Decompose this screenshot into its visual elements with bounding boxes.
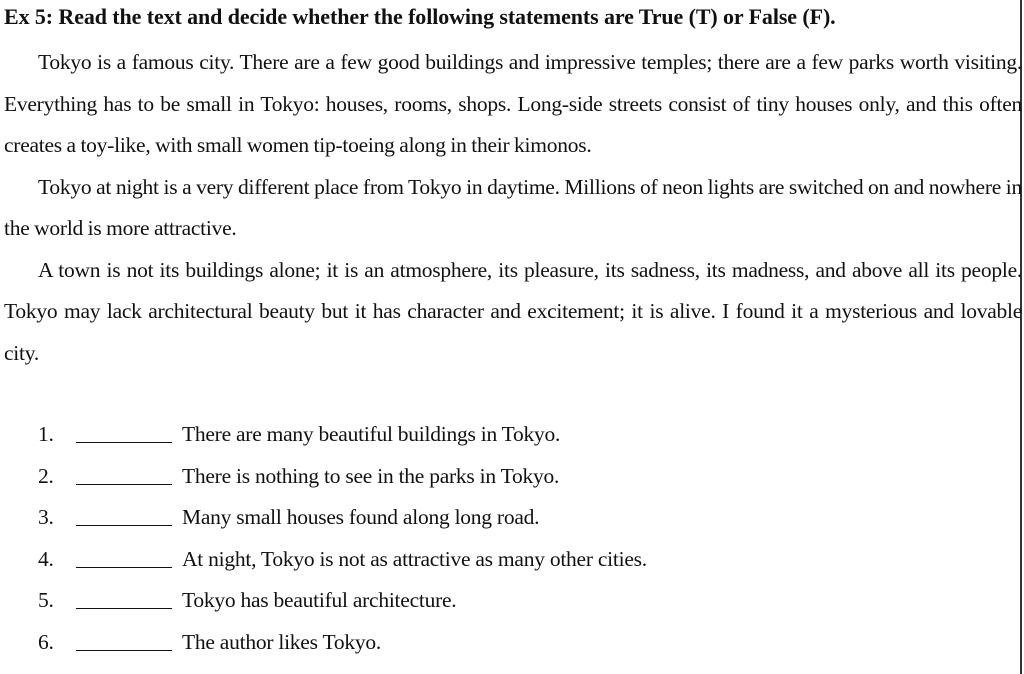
question-text: There are many beautiful buildings in Tokyo. <box>182 422 561 446</box>
question-text: There is nothing to see in the parks in Tokyo. <box>182 463 560 488</box>
question-text: The author likes Tokyo. <box>182 629 381 654</box>
passage-paragraph: A town is not its buildings alone; it is an atmosphere, its pleasure, its sadness, its madness, and above all its people. Tokyo may lack architectural beauty but it has character and excitement; it is alive. I found it a mysterious and lovable city. <box>4 257 1022 365</box>
question-item <box>38 539 647 581</box>
question-item <box>38 580 647 622</box>
answer-blank[interactable] <box>76 442 172 443</box>
question-list <box>38 414 647 663</box>
question-number: 2. <box>38 463 54 488</box>
exercise-title: Ex 5: Read the text and decide whether the following statements are True (T) or False (F). <box>4 4 836 29</box>
answer-blank[interactable] <box>76 567 172 568</box>
question-number: 3. <box>38 505 54 529</box>
question-text: At night, Tokyo is not as attractive as many other cities. <box>182 546 647 571</box>
question-item <box>38 456 647 498</box>
reading-passage <box>4 42 1022 374</box>
answer-blank[interactable] <box>76 608 172 609</box>
question-number: 1. <box>38 422 54 446</box>
answer-blank[interactable] <box>76 484 172 485</box>
question-text: Many small houses found along long road. <box>182 505 540 529</box>
answer-blank[interactable] <box>76 525 172 526</box>
question-number: 5. <box>38 588 54 612</box>
question-item <box>38 414 647 456</box>
question-number: 4. <box>38 546 54 571</box>
passage-paragraph: Tokyo at night is a very different place from Tokyo in daytime. Millions of neon lights are switched on and nowhere in the world is more attractive. <box>4 174 1022 240</box>
question-item <box>38 497 647 539</box>
question-text: Tokyo has beautiful architecture. <box>182 588 457 612</box>
question-item <box>38 622 647 664</box>
answer-blank[interactable] <box>76 650 172 651</box>
question-number: 6. <box>38 629 54 654</box>
passage-paragraph: Tokyo is a famous city. There are a few good buildings and impressive temples; there are a few parks worth visiting. Everything has to be small in Tokyo: houses, rooms, shops. Long-side streets consist of tiny houses only, and this often creates a toy-like, with small women tip-toeing along in their kimonos. <box>4 50 1022 157</box>
